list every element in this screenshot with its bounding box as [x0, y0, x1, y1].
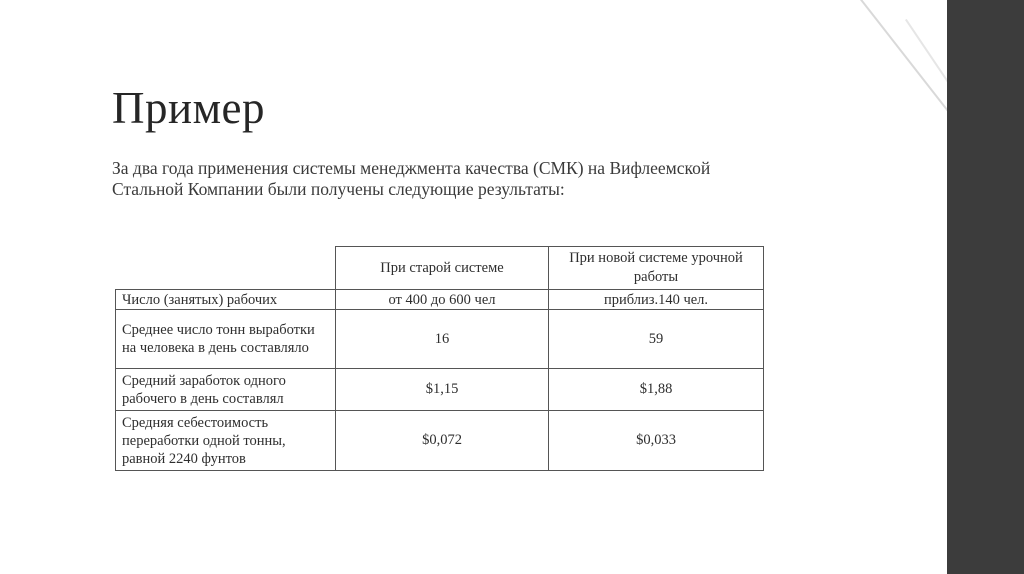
- new-value: $1,88: [549, 369, 764, 411]
- old-value: $0,072: [336, 411, 549, 471]
- table-row: [116, 290, 764, 310]
- header-cell-empty: [116, 247, 336, 290]
- intro-paragraph: За два года применения системы менеджмента качества (СМК) на Вифлеемской Стальной Компании были получены следующие результаты:: [112, 158, 711, 199]
- header-cell-new-system: При новой системе урочной работы: [549, 247, 764, 290]
- results-table: [115, 246, 764, 471]
- side-panel: [947, 0, 1024, 574]
- row-label: Среднее число тонн выработки на человека в день составляло: [116, 310, 336, 369]
- row-label: Средний заработок одного рабочего в день составлял: [116, 369, 336, 411]
- table-row: [116, 369, 764, 411]
- new-value: 59: [549, 310, 764, 369]
- table-row: [116, 310, 764, 369]
- row-label: Средняя себестоимость переработки одной тонны, равной 2240 фунтов: [116, 411, 336, 471]
- header-cell-old-system: При старой системе: [336, 247, 549, 290]
- new-value: приблиз.140 чел.: [549, 290, 764, 310]
- table-row: [116, 411, 764, 471]
- old-value: 16: [336, 310, 549, 369]
- old-value: от 400 до 600 чел: [336, 290, 549, 310]
- old-value: $1,15: [336, 369, 549, 411]
- new-value: $0,033: [549, 411, 764, 471]
- row-label: Число (занятых) рабочих: [116, 290, 336, 310]
- table-header-row: [116, 247, 764, 290]
- slide-title: Пример: [112, 83, 266, 133]
